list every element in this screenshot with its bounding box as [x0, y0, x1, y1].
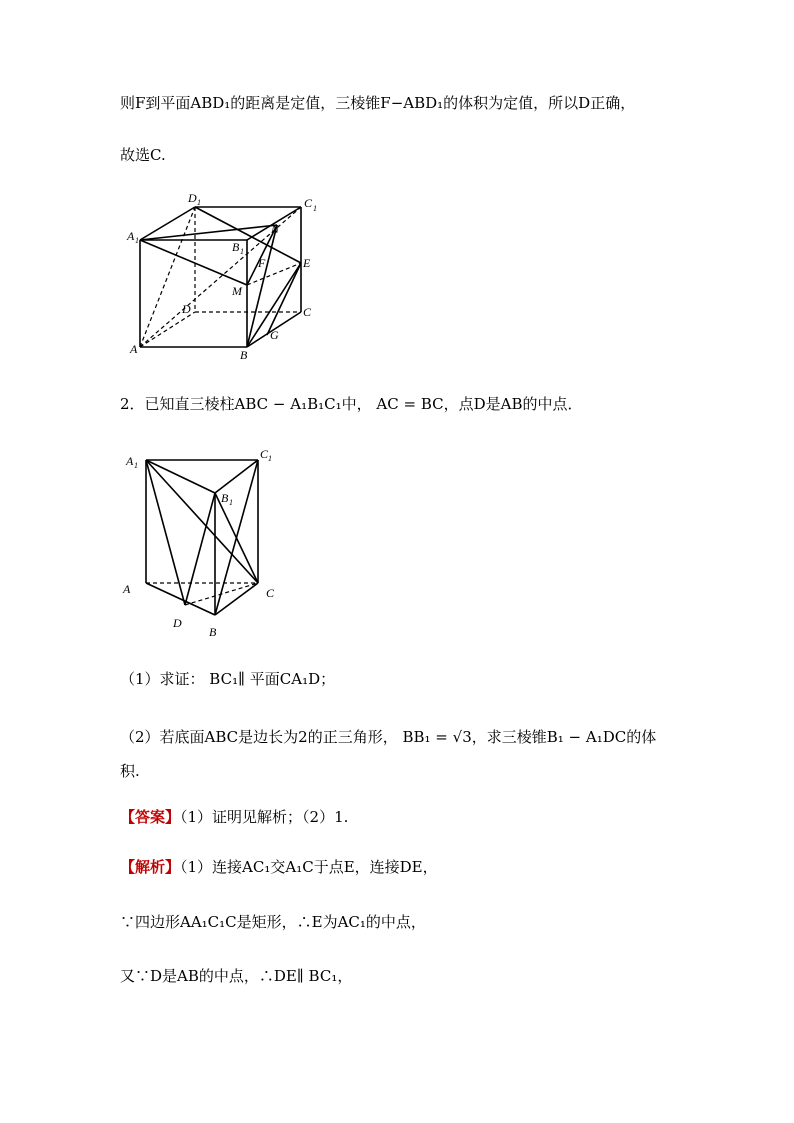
- label-B1: B: [232, 240, 240, 254]
- label2-A1: A: [126, 454, 134, 468]
- analysis-line-2: ∵四边形AA₁C₁C是矩形，∴E为AC₁的中点，: [120, 913, 426, 931]
- label-C1: C: [304, 196, 313, 210]
- label-G: G: [270, 328, 279, 342]
- label-N: N: [271, 222, 280, 236]
- label-D: D: [182, 302, 191, 316]
- prism-figure: [118, 440, 288, 640]
- label2-A: A: [123, 582, 131, 596]
- label-B1-sub: 1: [240, 247, 244, 256]
- label2-A1-sub: 1: [134, 461, 138, 470]
- label-A1: A: [127, 229, 135, 243]
- question-2: （2）若底面ABC是边长为2的正三角形， BB₁ = √3，求三棱锥B₁ − A₁DC的体: [120, 728, 657, 746]
- analysis-tag: 【解析】: [120, 858, 181, 876]
- cube-figure: [120, 185, 330, 365]
- analysis-line-3: 又∵D是AB的中点，∴DE∥ BC₁，: [120, 967, 353, 985]
- question-2-cont: 积.: [120, 762, 140, 780]
- label2-B1: B: [221, 491, 229, 505]
- label-C: C: [303, 305, 312, 319]
- label2-C1: C: [260, 447, 269, 461]
- question-1: （1）求证： BC₁∥ 平面CA₁D；: [120, 670, 336, 688]
- analysis-text: （1）连接AC₁交A₁C于点E，连接DE，: [180, 858, 438, 876]
- label-E: E: [303, 256, 311, 270]
- answer-text: （1）证明见解析；（2）1.: [180, 808, 349, 826]
- label2-B1-sub: 1: [229, 498, 233, 507]
- label-D1-sub: 1: [197, 198, 201, 207]
- label-D1: D: [188, 191, 197, 205]
- text-line-1: 则F到平面ABD₁的距离是定值，三棱锥F−ABD₁的体积为定值，所以D正确，: [120, 94, 636, 112]
- label-A1-sub: 1: [135, 236, 139, 245]
- answer-tag: 【答案】: [120, 808, 181, 826]
- label-B: B: [240, 348, 248, 362]
- label2-B: B: [209, 625, 217, 639]
- answer-line: [120, 807, 348, 827]
- text-line-2: 故选C.: [120, 146, 166, 164]
- label2-D: D: [173, 616, 182, 630]
- label-M: M: [232, 284, 242, 298]
- label-F: F: [258, 256, 266, 270]
- label2-C1-sub: 1: [268, 454, 272, 463]
- label-C1-sub: 1: [313, 204, 317, 213]
- label-A: A: [130, 342, 138, 356]
- problem-2-statement: 2．已知直三棱柱ABC − A₁B₁C₁中， AC = BC，点D是AB的中点．: [120, 395, 583, 413]
- analysis-line: [120, 857, 438, 877]
- label2-C: C: [266, 586, 275, 600]
